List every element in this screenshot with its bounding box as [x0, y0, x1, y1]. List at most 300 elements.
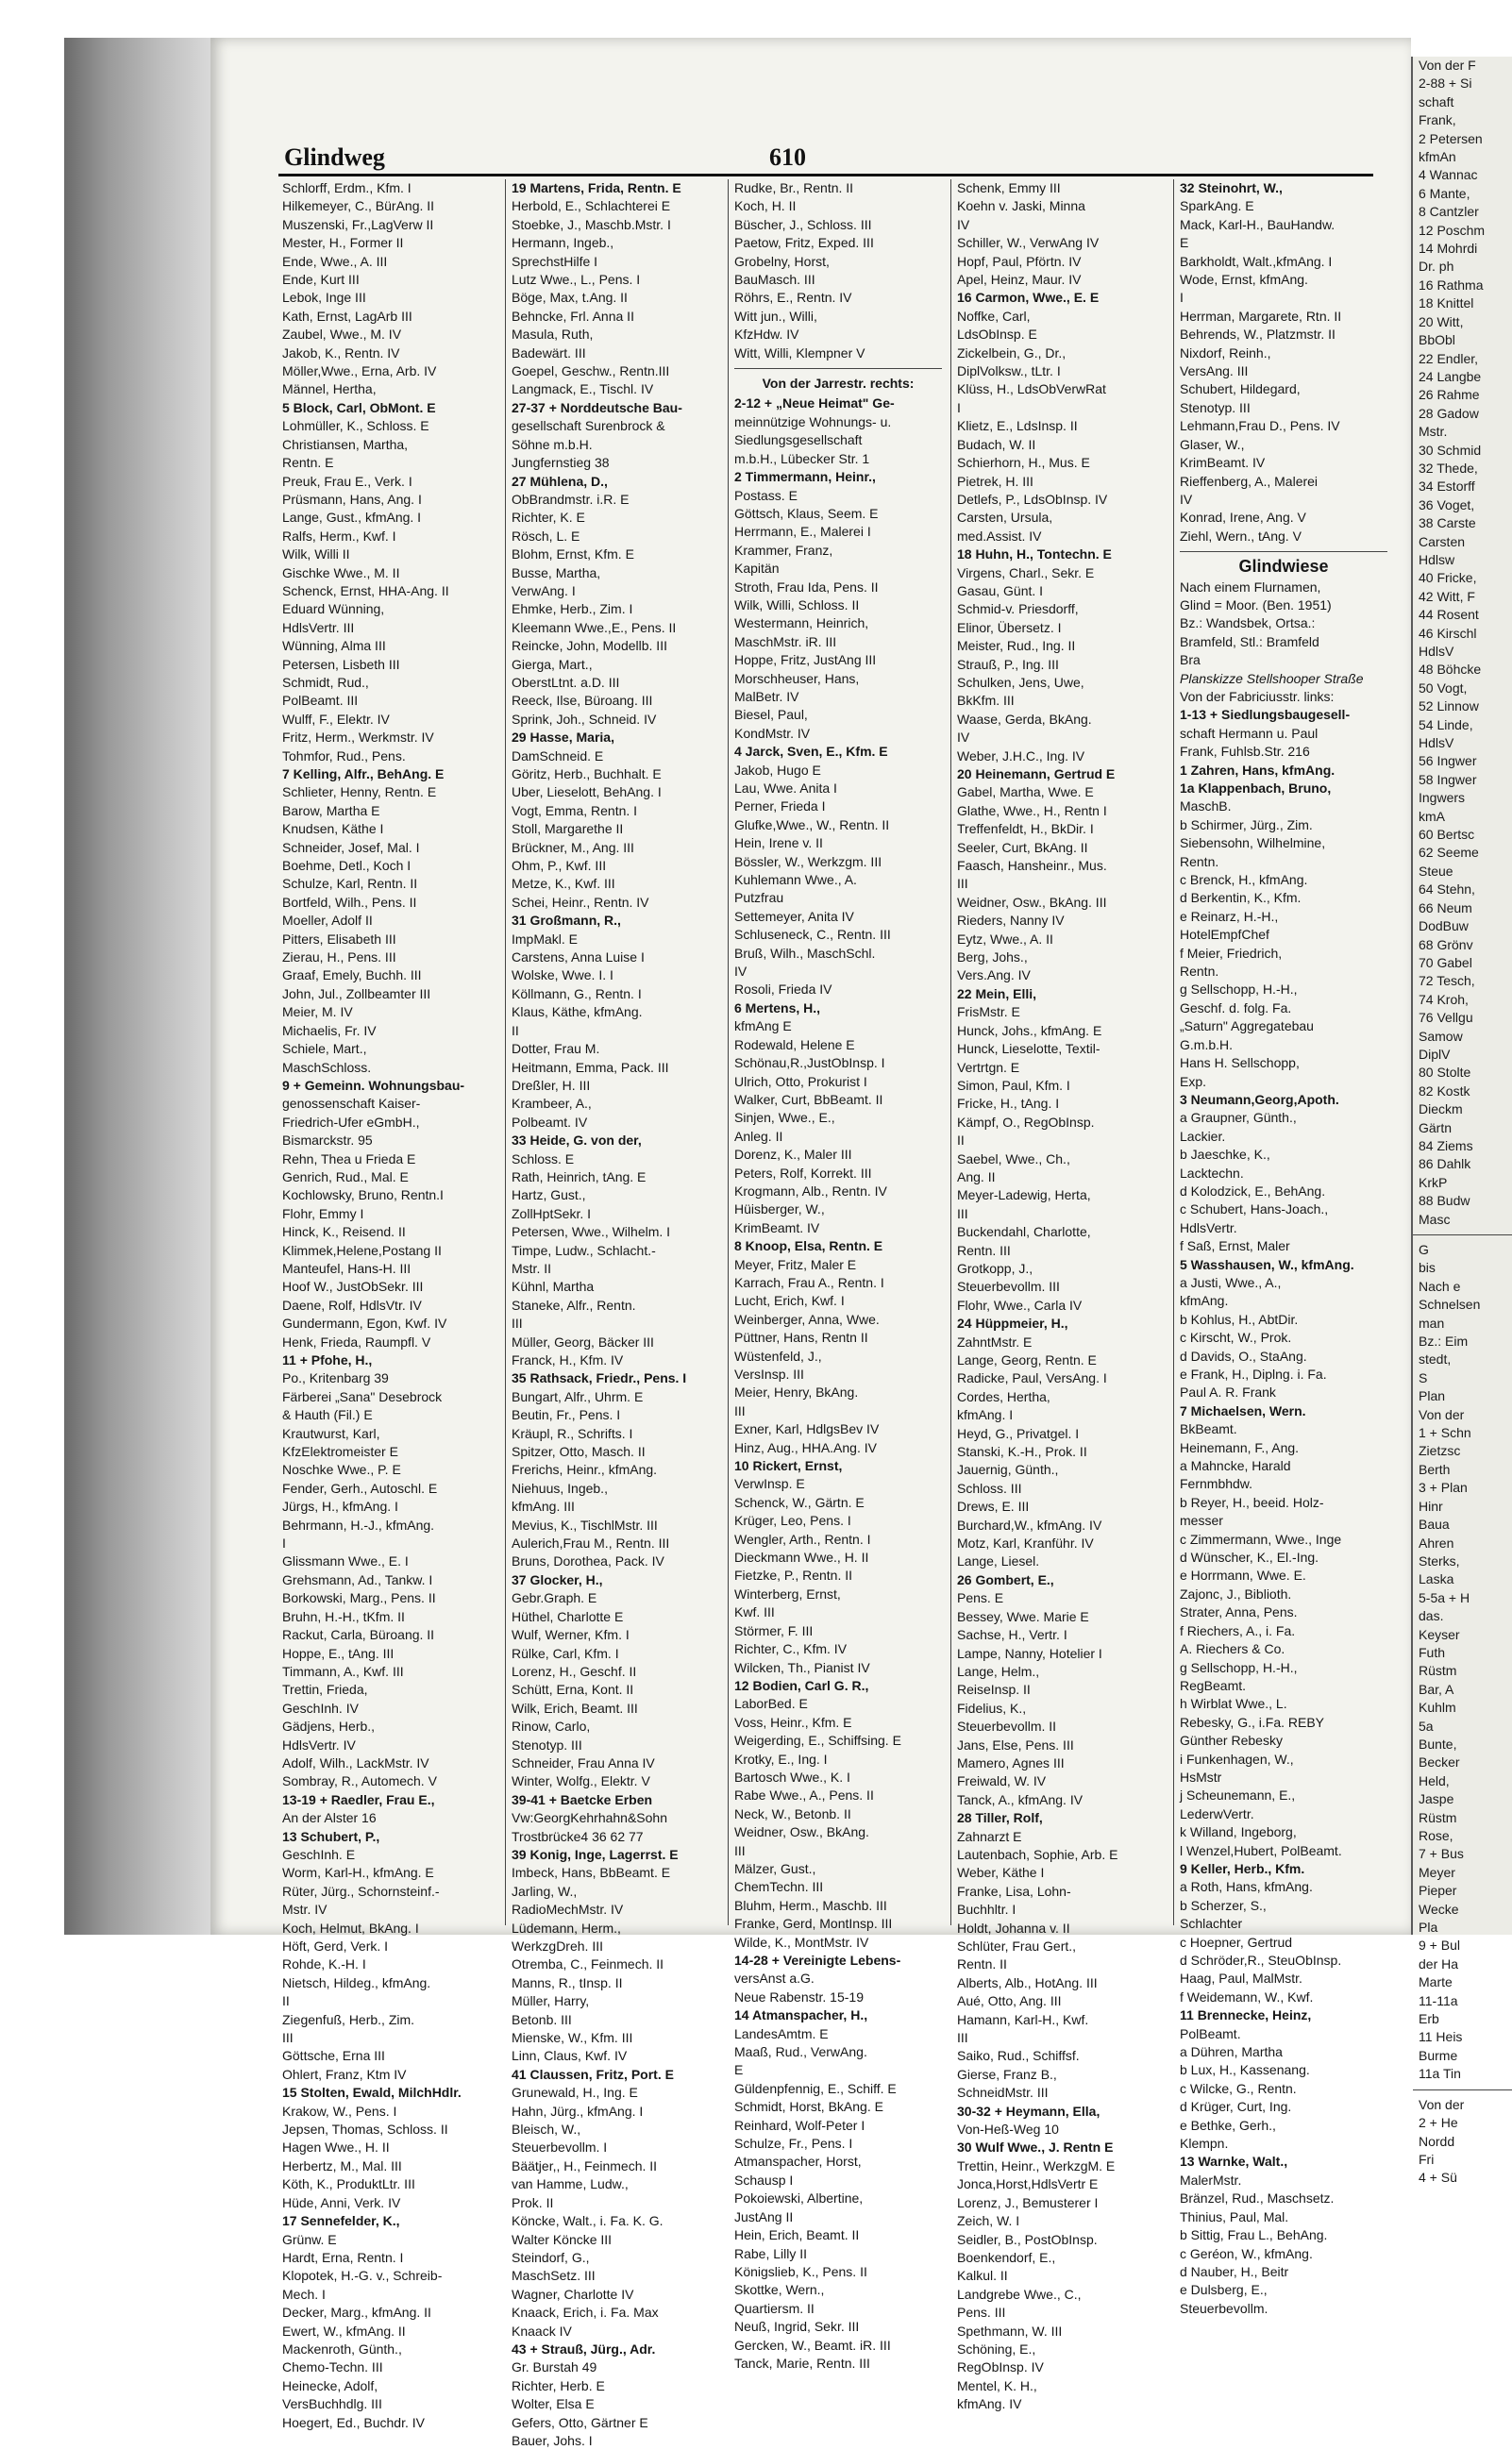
directory-entry: 39 Konig, Inge, Lagerrst. E [512, 1846, 679, 1862]
directory-entry: Dieckmann Wwe., H. II [734, 1550, 869, 1566]
directory-entry: Schöning, E., [957, 2341, 1036, 2357]
directory-entry: Jakob, Hugo E [734, 762, 821, 778]
directory-entry: 33 Heide, G. von der, [512, 1133, 642, 1149]
fragment-entry: Rüstm [1419, 1663, 1457, 1679]
directory-entry: Klüss, H., LdsObVerwRat [957, 381, 1106, 397]
directory-entry: Badewärt. III [512, 344, 586, 361]
directory-entry: c Zimmermann, Wwe., Inge [1180, 1531, 1342, 1547]
directory-entry: Wagner, Charlotte IV [512, 2286, 634, 2302]
directory-entry: c Brenck, H., kfmAng. [1180, 872, 1308, 888]
fragment-entry: 5a [1419, 1718, 1434, 1734]
fragment-entry: Rose, [1419, 1828, 1453, 1843]
directory-entry: Metze, K., Kwf. III [512, 876, 615, 892]
directory-entry: Ralfs, Herm., Kwf. I [282, 528, 396, 544]
directory-entry: 29 Hasse, Maria, [512, 730, 614, 746]
directory-entry: Rath, Heinrich, tAng. E [512, 1168, 647, 1184]
directory-entry: Peters, Rolf, Korrekt. III [734, 1165, 872, 1181]
directory-entry: & Hauth (Fil.) E [282, 1407, 373, 1423]
directory-entry: Weinberger, Anna, Wwe. [734, 1311, 880, 1327]
directory-entry: a Graupner, Günth., [1180, 1110, 1297, 1126]
directory-entry: Hunck, Johs., kfmAng. E [957, 1022, 1102, 1038]
fragment-entry: 86 Dahlk [1419, 1156, 1471, 1172]
directory-entry: Lutz Wwe., L., Pens. I [512, 272, 641, 288]
fragment-entry: kfmAn [1419, 149, 1456, 165]
directory-entry: BauMasch. III [734, 272, 815, 288]
directory-entry: Morschheuser, Hans, [734, 670, 860, 686]
directory-entry: Hinz, Aug., HHA.Ang. IV [734, 1439, 877, 1455]
directory-entry: 9 + Gemeinn. Wohnungsbau- [282, 1077, 465, 1093]
directory-entry: Hoppe, E., tAng. III [282, 1645, 395, 1661]
directory-entry: 3 Neumann,Georg,Apoth. [1180, 1091, 1339, 1107]
directory-entry: Hoegert, Ed., Buchdr. IV [282, 2414, 425, 2430]
directory-entry: Gr. Burstah 49 [512, 2359, 597, 2375]
section-divider [1413, 2089, 1512, 2090]
directory-entry: Alberts, Alb., HotAng. III [957, 1974, 1098, 1990]
directory-entry: d Kolodzick, E., BehAng. [1180, 1183, 1326, 1199]
directory-entry: ZollHptSekr. I [512, 1205, 592, 1221]
directory-entry: Gädjens, Herb., [282, 1719, 376, 1735]
directory-entry: Barow, Martha E [282, 802, 380, 818]
directory-entry: 2 Timmermann, Heinr., [734, 469, 876, 485]
directory-entry: Krogmann, Alb., Rentn. IV [734, 1183, 887, 1199]
directory-entry: Wulff, F., Elektr. IV [282, 711, 390, 727]
directory-entry: Bössler, W., Werkzgm. III [734, 853, 882, 869]
directory-entry: Trettin, Frieda, [282, 1682, 368, 1698]
directory-entry: Böge, Max, t.Ang. II [512, 290, 628, 306]
directory-entry: Paul A. R. Frank [1180, 1384, 1276, 1401]
directory-entry: Hüthel, Charlotte E [512, 1608, 624, 1624]
directory-entry: Decker, Marg., kfmAng. II [282, 2305, 431, 2321]
directory-entry: Strauß, P., Ing. III [957, 656, 1059, 672]
directory-entry: Meier, M. IV [282, 1004, 353, 1020]
column-5 [1173, 179, 1387, 2316]
map-note: Planskizze Stellshooper Straße [1180, 670, 1364, 686]
directory-entry: Gierga, Mart., [512, 656, 593, 672]
directory-entry: Virgens, Charl., Sekr. E [957, 564, 1095, 580]
directory-entry: Koch, Helmut, BkAng. I [282, 1920, 419, 1936]
directory-entry: Motz, Karl, Kranführ. IV [957, 1535, 1094, 1552]
fragment-entry: 72 Tesch, [1419, 973, 1475, 989]
directory-entry: Dreßler, H. III [512, 1077, 591, 1093]
directory-entry: Perner, Frieda I [734, 798, 826, 814]
directory-entry: Worm, Karl-H., kfmAng. E [282, 1865, 434, 1881]
directory-entry: kfmAng. IV [957, 2396, 1022, 2412]
directory-entry: Wünning, Alma III [282, 638, 386, 654]
directory-entry: LederwVertr. [1180, 1805, 1254, 1821]
directory-entry: b Scherzer, S., [1180, 1897, 1267, 1913]
directory-entry: b Lux, H., Kassenang. [1180, 2062, 1310, 2078]
directory-entry: HdlsVertr. IV [282, 1737, 356, 1753]
directory-entry: Ohm, P., Kwf. III [512, 858, 607, 874]
fragment-entry: 6 Mante, [1419, 185, 1470, 201]
directory-entry: 24 Hüppmeier, H., [957, 1316, 1068, 1332]
fragment-entry: HdlsV [1419, 644, 1454, 659]
directory-entry: j Scheunemann, E., [1180, 1787, 1296, 1804]
directory-entry: b Schirmer, Jürg., Zim. [1180, 816, 1313, 832]
directory-entry: Nixdorf, Reinh., [1180, 344, 1271, 361]
directory-entry: Reeck, Ilse, Büroang. III [512, 693, 653, 709]
directory-entry: Herbold, E., Schlachterei E [512, 198, 671, 214]
directory-entry: Jungfernstieg 38 [512, 455, 610, 471]
directory-entry: b Kohlus, H., AbtDir. [1180, 1311, 1299, 1327]
fragment-entry: Schnelsen [1419, 1297, 1481, 1313]
directory-entry: DamSchneid. E [512, 747, 604, 764]
directory-entry: 22 Mein, Elli, [957, 985, 1037, 1001]
directory-entry: Radicke, Paul, VersAng. I [957, 1370, 1107, 1386]
directory-entry: Mstr. II [512, 1260, 551, 1276]
directory-entry: c Geréon, W., kfmAng. [1180, 2245, 1313, 2261]
directory-entry: KfzElektromeister E [282, 1444, 398, 1460]
directory-entry: Borkowski, Marg., Pens. II [282, 1590, 436, 1606]
fragment-entry: schaft [1419, 93, 1454, 109]
fragment-entry: Hinr [1419, 1498, 1443, 1514]
directory-entry: Büscher, J., Schloss. III [734, 216, 872, 232]
directory-entry: III [282, 2030, 294, 2046]
directory-entry: kfmAng E [734, 1018, 792, 1034]
directory-entry: 11 Brennecke, Heinz, [1180, 2007, 1312, 2023]
directory-entry: Bäätjer,, H., Feinmech. II [512, 2157, 658, 2173]
directory-entry: Schlorff, Erdm., Kfm. I [282, 180, 412, 195]
directory-entry: Schei, Heinr., Rentn. IV [512, 894, 649, 910]
directory-entry: Dorenz, K., Maler III [734, 1147, 852, 1163]
directory-entry: 5 Wasshausen, W., kfmAng. [1180, 1256, 1354, 1272]
fragment-entry: 8 Cantzler [1419, 204, 1479, 220]
directory-entry: a Mahncke, Harald [1180, 1458, 1291, 1474]
directory-entry: Rohde, K.-H. I [282, 1956, 366, 1972]
directory-entry: Behrends, W., Platzmstr. II [1180, 327, 1336, 343]
directory-entry: Herrman, Margarete, Rtn. II [1180, 308, 1342, 324]
directory-entry: l Wenzel,Hubert, PolBeamt. [1180, 1842, 1342, 1858]
directory-entry: Krakow, W., Pens. I [282, 2103, 397, 2119]
directory-entry: Gabel, Martha, Wwe. E [957, 784, 1094, 800]
fragment-entry: KrkP [1419, 1174, 1448, 1190]
directory-entry: d Berkentin, K., Kfm. [1180, 890, 1302, 906]
directory-entry: g Sellschopp, H.-H., [1180, 982, 1298, 998]
fragment-entry: Pla [1419, 1920, 1438, 1936]
directory-entry: Stoebke, J., Maschb.Mstr. I [512, 216, 671, 232]
fragment-entry: Ingwers [1419, 790, 1466, 806]
fragment-entry: Rüstm [1419, 1809, 1457, 1825]
directory-entry: Fritz, Herm., Werkmstr. IV [282, 730, 434, 746]
directory-entry: Trostbrücke4 36 62 77 [512, 1828, 644, 1844]
directory-entry: Tanck, A., kfmAng. IV [957, 1791, 1084, 1807]
directory-entry: I [957, 399, 961, 415]
directory-entry: Dotter, Frau M. [512, 1041, 600, 1057]
directory-entry: Wode, Ernst, kfmAng. [1180, 272, 1308, 288]
directory-entry: Noffke, Carl, [957, 308, 1031, 324]
directory-entry: I [282, 1535, 286, 1552]
directory-entry: Störmer, F. III [734, 1622, 814, 1638]
directory-entry: Lacktechn. [1180, 1165, 1244, 1181]
fragment-entry: Carsten [1419, 533, 1466, 549]
directory-entry: Kalkul. II [957, 2268, 1008, 2284]
directory-entry: II [512, 1022, 519, 1038]
directory-entry: Aué, Otto, Ang. III [957, 1993, 1062, 2009]
directory-entry: Ehmke, Herb., Zim. I [512, 601, 633, 617]
directory-entry: Rabe, Lilly II [734, 2245, 808, 2261]
fragment-entry: 70 Gabel [1419, 954, 1472, 970]
directory-entry: Hopf, Paul, Pförtn. IV [957, 253, 1082, 269]
directory-entry: LandesAmtm. E [734, 2025, 829, 2041]
directory-entry: MalBetr. IV [734, 688, 799, 704]
directory-entry: Aulerich,Frau M., Rentn. III [512, 1535, 670, 1552]
directory-entry: Kwf. III [734, 1604, 775, 1620]
directory-entry: Knudsen, Käthe I [282, 821, 384, 837]
directory-entry: Bränzel, Rud., Maschsetz. [1180, 2190, 1335, 2207]
directory-entry: III [734, 1402, 746, 1418]
directory-entry: Bismarckstr. 95 [282, 1133, 373, 1149]
directory-entry: Busse, Martha, [512, 564, 601, 580]
directory-entry: e Dulsberg, E., [1180, 2282, 1268, 2298]
directory-entry: Hermann, Ingeb., [512, 235, 614, 251]
directory-entry: Mack, Karl-H., BauHandw. [1180, 216, 1336, 232]
directory-entry: RadioMechMstr. IV [512, 1902, 624, 1918]
directory-entry: f Saß, Ernst, Maler [1180, 1238, 1290, 1254]
directory-entry: Thinius, Paul, Mal. [1180, 2208, 1289, 2224]
directory-entry: 37 Glocker, H., [512, 1571, 603, 1587]
directory-entry: m.b.H., Lübecker Str. 1 [734, 450, 870, 466]
directory-entry: Fietzke, P., Rentn. II [734, 1568, 853, 1584]
directory-entry: Otremba, C., Feinmech. II [512, 1956, 664, 1972]
directory-entry: a Dühren, Martha [1180, 2044, 1283, 2060]
directory-entry: Krambeer, A., [512, 1096, 592, 1112]
directory-entry: GeschInh. IV [282, 1700, 359, 1716]
directory-entry: Lange, Liesel. [957, 1553, 1040, 1569]
directory-entry: Grobelny, Horst, [734, 253, 830, 269]
section-divider [1180, 551, 1387, 552]
directory-entry: Güldenpfennig, E., Schiff. E [734, 2080, 897, 2096]
fragment-entry: G [1419, 1242, 1429, 1257]
fragment-entry: 68 Grönv [1419, 936, 1473, 952]
adjacent-page-fragment [1411, 57, 1512, 2186]
directory-entry: Vers.Ang. IV [957, 967, 1031, 983]
fragment-entry: Steue [1419, 863, 1453, 879]
fragment-entry: 36 Voget, [1419, 496, 1475, 512]
directory-entry: Hoppe, Fritz, JustAng III [734, 652, 877, 668]
directory-entry: PolBeamt. [1180, 2025, 1241, 2041]
fragment-entry: 16 Rathma [1419, 277, 1484, 293]
fragment-entry: 58 Ingwer [1419, 771, 1477, 787]
directory-entry: VersInsp. III [734, 1367, 804, 1382]
fragment-entry: 40 Fricke, [1419, 570, 1477, 586]
fragment-entry: Jaspe [1419, 1791, 1454, 1807]
directory-entry: Ziegenfuß, Herb., Zim. [282, 2011, 415, 2027]
directory-entry: Bruß, Wilh., MaschSchl. [734, 945, 876, 961]
fragment-entry: Samow [1419, 1028, 1463, 1044]
directory-entry: Heitmann, Emma, Pack. III [512, 1059, 669, 1075]
section-subheading: Von der Jarrestr. rechts: [762, 376, 915, 392]
directory-entry: Grunewald, H., Ing. E [512, 2085, 638, 2101]
directory-entry: c Kirscht, W., Prok. [1180, 1330, 1292, 1346]
fragment-entry: Kuhlm [1419, 1700, 1456, 1716]
directory-entry: Hagen Wwe., H. II [282, 2140, 390, 2156]
directory-entry: Hans H. Sellschopp, [1180, 1055, 1300, 1071]
directory-entry: Atmanspacher, Horst, [734, 2154, 862, 2170]
fragment-entry: 4 + Sü [1419, 2170, 1457, 2186]
directory-entry: Lange, Helm., [957, 1663, 1040, 1679]
directory-entry: Polbeamt. IV [512, 1114, 588, 1130]
directory-entry: Strater, Anna, Pens. [1180, 1604, 1298, 1620]
fragment-entry: 11-11a [1419, 1992, 1458, 2008]
directory-entry: Bz.: Wandsbek, Ortsa.: [1180, 615, 1316, 631]
directory-entry: III [734, 1842, 746, 1858]
directory-entry: Stenotyp. III [1180, 399, 1251, 415]
directory-entry: Schluseneck, C., Rentn. III [734, 927, 891, 943]
fragment-entry: 30 Schmid [1419, 442, 1482, 458]
directory-entry: Staneke, Alfr., Rentn. [512, 1297, 636, 1313]
directory-entry: Rentn. [1180, 853, 1219, 869]
directory-entry: Steuerbevollm. III [957, 1279, 1060, 1295]
directory-entry: Zahnarzt E [957, 1828, 1022, 1844]
directory-entry: Ende, Wwe., A. III [282, 253, 388, 269]
directory-entry: Rosoli, Frieda IV [734, 982, 832, 998]
directory-entry: 27-37 + Norddeutsche Bau- [512, 399, 682, 415]
fragment-entry: Hdlsw [1419, 551, 1455, 567]
directory-entry: Maaß, Rud., VerwAng. [734, 2044, 867, 2060]
directory-entry: Ziehl, Wern., tAng. V [1180, 528, 1302, 544]
directory-entry: Burchard,W., kfmAng. IV [957, 1517, 1102, 1533]
directory-entry: Hüisberger, W., [734, 1201, 825, 1217]
directory-entry: Schlieter, Henny, Rentn. E [282, 784, 437, 800]
directory-entry: Göttsche, Erna III [282, 2048, 385, 2064]
directory-entry: 14-28 + Vereinigte Lebens- [734, 1953, 901, 1968]
fragment-entry: 4 Wannac [1419, 167, 1478, 183]
directory-entry: ZahntMstr. E [957, 1334, 1033, 1350]
fragment-entry: 2-88 + Si [1419, 76, 1472, 92]
page-header [278, 108, 1373, 176]
directory-entry: 1 Zahren, Hans, kfmAng. [1180, 762, 1336, 778]
directory-entry: WerkzgDreh. III [512, 1938, 603, 1954]
directory-entry: Uber, Lieselott, BehAng. I [512, 784, 662, 800]
fragment-entry: Burme [1419, 2047, 1458, 2063]
directory-entry: messer [1180, 1513, 1223, 1529]
fragment-entry: Bar, A [1419, 1681, 1454, 1697]
directory-entry: Treffenfeldt, H., BkDir. I [957, 821, 1094, 837]
directory-entry: SprechstHilfe I [512, 253, 598, 269]
directory-entry: Hilkemeyer, C., BürAng. II [282, 198, 435, 214]
directory-entry: 1-13 + Siedlungsbaugesell- [1180, 707, 1351, 723]
fragment-entry: Plan [1419, 1388, 1446, 1404]
directory-entry: Walter Köncke III [512, 2231, 613, 2247]
directory-entry: Apel, Heinz, Maur. IV [957, 272, 1082, 288]
fragment-entry: Laska [1419, 1571, 1454, 1587]
directory-entry: Trettin, Heinr., WerkzgM. E [957, 2157, 1116, 2173]
directory-entry: Göttsch, Klaus, Seem. E [734, 505, 879, 521]
directory-entry: Nietsch, Hildeg., kfmAng. [282, 1974, 431, 1990]
directory-entry: Neuß, Ingrid, Sekr. III [734, 2319, 860, 2335]
directory-entry: Lampe, Nanny, Hotelier I [957, 1645, 1102, 1661]
directory-entry: Manns, R., tInsp. II [512, 1974, 623, 1990]
fragment-entry: DiplV [1419, 1046, 1451, 1062]
directory-entry: III [957, 1205, 968, 1221]
book-spine-shadow [64, 38, 210, 1935]
directory-entry: Biesel, Paul, [734, 707, 808, 723]
directory-entry: Pens. E [957, 1590, 1004, 1606]
fragment-entry: Frank, [1419, 112, 1456, 128]
directory-entry: MaschSetz. III [512, 2268, 596, 2284]
directory-entry: Steuerbevollm. [1180, 2300, 1268, 2316]
directory-entry: Schiller, W., VerwAng IV [957, 235, 1100, 251]
directory-entry: Steuerbevollm. I [512, 2140, 608, 2156]
fragment-entry: 11 Heis [1419, 2029, 1463, 2045]
directory-entry: kfmAng. [1180, 1293, 1229, 1309]
directory-entry: Buchhltr. I [957, 1902, 1016, 1918]
directory-entry: Grotkopp, J., [957, 1260, 1033, 1276]
directory-entry: b Sittig, Frau L., BehAng. [1180, 2227, 1328, 2243]
directory-entry: Glufke,Wwe., W., Rentn. II [734, 816, 890, 832]
directory-entry: Exner, Karl, HdlgsBev IV [734, 1421, 880, 1437]
directory-entry: Klopotek, H.-G. v., Schreib- [282, 2268, 443, 2284]
directory-entry: Meyer-Ladewig, Herta, [957, 1187, 1091, 1203]
fragment-entry: 2 Petersen [1419, 130, 1483, 146]
directory-entry: Lüdemann, Herm., [512, 1920, 621, 1936]
directory-entry: Berg, Johs., [957, 949, 1028, 965]
fragment-entry: 26 Rahme [1419, 387, 1480, 403]
directory-entry: 12 Bodien, Carl G. R., [734, 1677, 869, 1693]
directory-entry: Rackut, Carla, Büroang. II [282, 1627, 435, 1643]
directory-entry: a Roth, Hans, kfmAng. [1180, 1879, 1313, 1895]
directory-entry: Gefers, Otto, Gärtner E [512, 2414, 648, 2430]
directory-entry: Beutin, Fr., Pens. I [512, 1407, 621, 1423]
directory-entry: schaft Hermann u. Paul [1180, 725, 1319, 741]
directory-entry: Gundermann, Egon, Kwf. IV [282, 1316, 447, 1332]
directory-entry: Krautwurst, Karl, [282, 1425, 380, 1441]
directory-entry: Boehme, Detl., Koch I [282, 858, 412, 874]
directory-entry: Winter, Wolfg., Elektr. V [512, 1773, 650, 1789]
directory-entry: FrisMstr. E [957, 1004, 1020, 1020]
directory-entry: Rieffenberg, A., Malerei [1180, 473, 1319, 489]
directory-entry: RegObInsp. IV [957, 2359, 1044, 2375]
directory-entry: Kleemann Wwe.,E., Pens. II [512, 619, 677, 635]
directory-entry: III [957, 876, 968, 892]
directory-entry: KrimBeamt. IV [734, 1219, 820, 1235]
fragment-entry: 38 Carste [1419, 515, 1476, 531]
directory-entry: Schulken, Jens, Uwe, [957, 674, 1084, 690]
directory-entry: Saebel, Wwe., Ch., [957, 1150, 1070, 1166]
directory-entry: Lautenbach, Sophie, Arb. E [957, 1846, 1118, 1862]
directory-entry: Stroth, Frau Ida, Pens. II [734, 579, 879, 595]
directory-entry: Rülke, Carl, Kfm. I [512, 1645, 619, 1661]
directory-entry: Wolske, Wwe. I. I [512, 967, 613, 983]
fragment-entry: Nordd [1419, 2133, 1455, 2149]
directory-entry: Manteufel, Hans-H. III [282, 1260, 412, 1276]
directory-entry: 13 Schubert, P., [282, 1828, 380, 1844]
directory-entry: 7 Michaelsen, Wern. [1180, 1402, 1306, 1418]
directory-entry: Schmidt, Rud., [282, 674, 369, 690]
directory-entry: Herbertz, M., Mal. III [282, 2157, 402, 2173]
directory-entry: a Justi, Wwe., A., [1180, 1274, 1282, 1290]
directory-entry: 2-12 + „Neue Heimat" Ge- [734, 395, 895, 411]
directory-entry: 28 Tiller, Rolf, [957, 1810, 1043, 1826]
directory-entry: d Davids, O., StaAng. [1180, 1348, 1307, 1364]
directory-entry: Koehn v. Jaski, Minna [957, 198, 1085, 214]
directory-entry: Schmid-v. Priesdorff, [957, 601, 1079, 617]
fragment-entry: 52 Linnow [1419, 698, 1479, 714]
directory-entry: 7 Kelling, Alfr., BehAng. E [282, 766, 445, 781]
directory-entry: G.m.b.H. [1180, 1036, 1234, 1052]
directory-entry: Krotky, E., Ing. I [734, 1751, 828, 1767]
directory-entry: Rentn. III [957, 1242, 1011, 1258]
fragment-entry: stedt, [1419, 1351, 1452, 1368]
directory-entry: Neck, W., Betonb. II [734, 1805, 851, 1821]
fragment-entry: 66 Neum [1419, 899, 1472, 915]
directory-entry: Preuk, Frau E., Verk. I [282, 473, 412, 489]
directory-entry: Vertrtgn. E [957, 1059, 1020, 1075]
directory-entry: Von der Fabriciusstr. links: [1180, 688, 1335, 704]
fragment-entry: 44 Rosent [1419, 607, 1479, 623]
directory-entry: PolBeamt. III [282, 693, 359, 709]
directory-entry: Timmann, A., Kwf. III [282, 1663, 404, 1679]
